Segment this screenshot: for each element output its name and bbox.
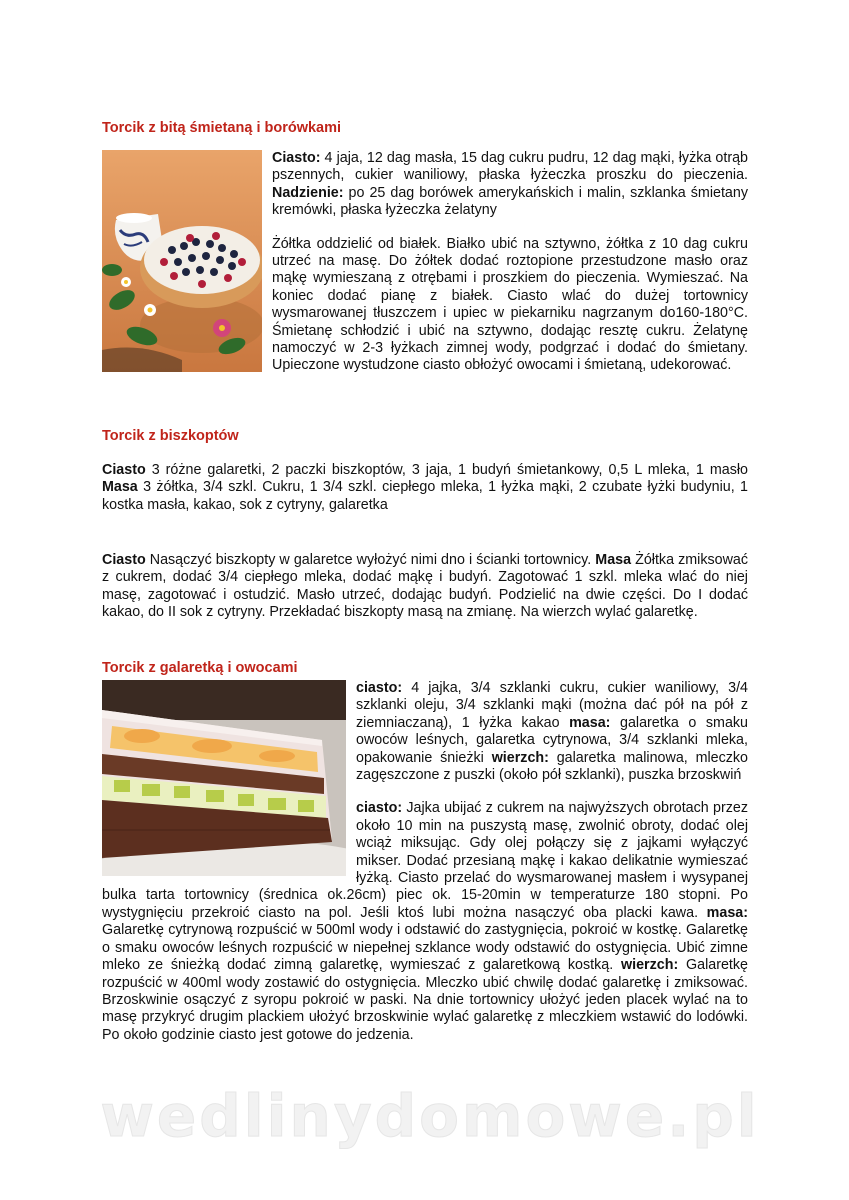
- r3-cake-label: ciasto:: [356, 680, 403, 696]
- recipe-1-body: [102, 150, 748, 376]
- r3-mass-text: galaretka o smaku owoców leśnych, galaretka cytrynowa, 3/4 szklanki mleka, opakowanie śnieżki: [356, 714, 748, 766]
- mass-label: Masa: [102, 479, 138, 496]
- recipe-3-title: Torcik z galaretką i owocami: [102, 660, 298, 676]
- r3-topping-label: wierzch:: [491, 749, 549, 766]
- r3-method-topping-text: Galaretkę rozpuścić w 400ml wody zostawić do ostygnięcia. Mleczko ubić chwilę dodać galaretkę i zmiksować. Brzoskwinie osączyć z syropu pokroić w paski. Na dnie tortownicy ułożyć jeden placek wylać na to masę przykryć drugim plackiem ułożyć brzoskwinie wylać galaretkę z mleczkiem wstawić do lodówki. Po około godzinie ciasto jest gotowe do jedzenia.: [102, 957, 748, 1043]
- cake-method-text: Nasączyć biszkopty w galaretce wyłożyć nimi dno i ścianki tortownicy.: [145, 552, 596, 568]
- recipe-1-title: Torcik z bitą śmietaną i borówkami: [102, 120, 342, 136]
- mass-method-text: Żółtka zmiksować z cukrem, dodać 3/4 ciepłego mleka, dodać mąkę i budyń. Zagotować 1 szkl. mleka wlać do niej masę, zagotować i ostudzić. Masło utrzeć, dodając budyń. Podzielić na dwie części. Do I dodać kakao, do II sok z cytryny. Przekładać biszkopty masą na zmianę. Na wierzch wylać galaretkę.: [102, 552, 748, 621]
- recipe-2-method: [102, 552, 748, 622]
- r3-mass-label: masa:: [569, 714, 611, 731]
- mass-method-label: Masa: [595, 552, 632, 568]
- watermark: wedlinydomowe.pl: [100, 1082, 760, 1150]
- r3-topping-text: galaretka malinowa, mleczko zagęszczone z puszki (około pół szklanki), puszka brzoskwiń: [356, 749, 749, 784]
- cake-method-label: Ciasto: [102, 552, 146, 568]
- cake-label: Ciasto: [102, 462, 146, 478]
- recipe-2-title: Torcik z biszkoptów: [102, 428, 239, 444]
- mass-ingredients-text: 3 żółtka, 3/4 szkl. Cukru, 1 3/4 szkl. ciepłego mleka, 1 łyżka mąki, 2 czubate łyżki budyniu, 1 kostka masła, kakao, sok z cytryny, galaretka: [102, 479, 748, 513]
- recipe-3-body: [102, 680, 748, 1044]
- filling-text: po 25 dag borówek amerykańskich i malin, szklanka śmietany kremówki, płaska łyżeczka żelatyny: [272, 184, 748, 219]
- jelly-fruit-cake-photo: [102, 680, 346, 876]
- blueberry-cream-tart-photo: [102, 150, 262, 372]
- ingredients-text: 4 jaja, 12 dag masła, 15 dag cukru pudru, 12 dag mąki, łyżka otrąb pszennych, cukier waniliowy, płaska łyżeczka proszku do pieczenia.: [272, 150, 748, 184]
- r3-method-cake-text: Jajka ubijać z cukrem na najwyższych obrotach przez około 10 min na puszystą masę, zwolnić obroty, dodać olej wciąż miksując. Gdy olej połączy się z jajkami wyłączyć mikser. Dodać przesianą mąkę i kakao delikatnie wymieszać łyżką. Ciasto przelać do wysmarowanej masłem i wysypanej bulka tarta tortownicy (średnica ok.26cm) piec ok. 15-20min w temperaturze 180 stopni. Po wystygnięciu przekroić ciasto na pol. Jeśli ktoś lubi można nasączyć oba placki kawa.: [102, 800, 748, 921]
- cake-ingredients-text: 3 różne galaretki, 2 paczki biszkoptów, 3 jaja, 1 budyń śmietankowy, 0,5 L mleka, 1 masło: [145, 462, 748, 478]
- filling-label: Nadzienie:: [272, 184, 344, 201]
- recipe-1-method: Żółtka oddzielić od białek. Białko ubić na sztywno, żółtka z 10 dag cukru utrzeć na masę. Do żółtek dodać roztopione przestudzone masło oraz mąkę wymieszaną z otrębami i proszkiem do pieczenia. Wymieszać. Na koniec dodać pianę z białek. Ciasto wlać do dużej tortownicy wysmarowanej tłuszczem i upiec w piekarniku nagrzanym do160-180°C. Śmietanę schłodzić i ubić na sztywno, dodając resztę cukru. Żelatynę namoczyć w 2-3 łyżkach zimnej wody, podgrzać i dodać do śmietany. Upieczone wystudzone ciasto obłożyć owocami i śmietaną, udekorować.: [272, 235, 748, 374]
- r3-method-mass-text: Galaretkę cytrynową rozpuścić w 500ml wody i odstawić do zastygnięcia, pokroić w kostkę. Galaretkę o smaku owoców leśnych rozpuścić w niepełnej szklance wody odstawić do ostygnięcia. Ubić zimne mleko ze śnieżką dodać zimną galaretkę, wymieszać z galaretkową kostką.: [102, 922, 748, 974]
- r3-method-cake-label: ciasto:: [356, 800, 403, 817]
- r3-method-topping-label: wierzch:: [621, 957, 679, 974]
- r3-cake-text: 4 jajka, 3/4 szklanki cukru, cukier waniliowy, 3/4 szklanki oleju, 3/4 szklanki mąki (można dać pół na pół z ziemniaczaną), 1 łyżka kakao: [356, 680, 748, 731]
- r3-method-mass-label: masa:: [706, 904, 748, 921]
- ingredients-label: Ciasto:: [272, 150, 321, 166]
- recipe-2-ingredients: [102, 462, 748, 514]
